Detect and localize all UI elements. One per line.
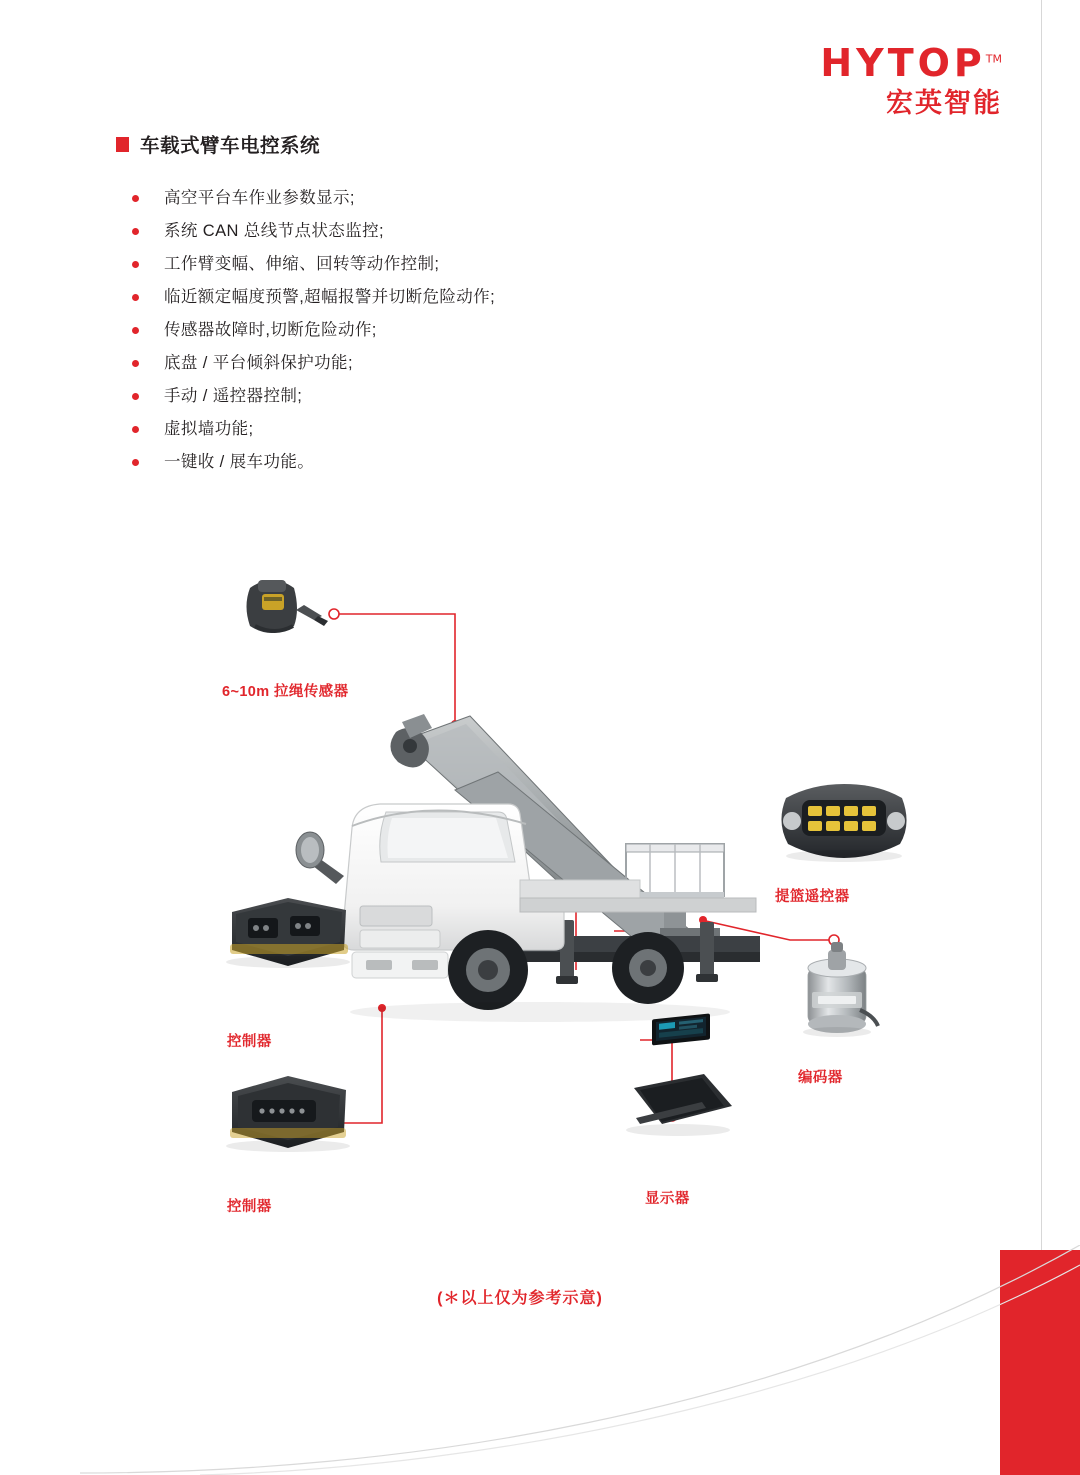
list-item-label: 临近额定幅度预警,超幅报警并切断危险动作; [164, 288, 496, 306]
list-item [132, 319, 892, 352]
brand-logo-latin [820, 41, 1002, 85]
list-item [132, 451, 892, 484]
callout-label-rope-sensor: 6~10m 拉绳传感器 [222, 684, 349, 700]
list-item [132, 418, 892, 451]
rope-sensor-image [247, 580, 329, 633]
encoder-image [803, 942, 878, 1037]
bullet-dot-icon [132, 360, 139, 367]
aerial-platform-truck-image [296, 714, 760, 1022]
callout-label-basket-remote: 提篮遥控器 [775, 889, 850, 905]
product-diagram [0, 540, 1040, 1280]
diagram-illustration [0, 540, 1040, 1280]
bullet-dot-icon [132, 459, 139, 466]
list-item [132, 286, 892, 319]
display-image [626, 1013, 732, 1136]
bullet-dot-icon [132, 294, 139, 301]
callout-label-controller-bottom: 控制器 [227, 1199, 272, 1215]
page-right-rule [1041, 0, 1042, 1318]
list-item [132, 352, 892, 385]
list-item [132, 385, 892, 418]
brand-logo-latin-text: HYTOP [820, 41, 986, 85]
controller-top-image [226, 898, 350, 968]
list-item-label: 系统 CAN 总线节点状态监控; [164, 222, 384, 240]
bullet-dot-icon [132, 327, 139, 334]
bullet-dot-icon [132, 393, 139, 400]
list-item-label: 一键收 / 展车功能。 [164, 453, 315, 471]
list-item [132, 187, 892, 220]
list-item [132, 220, 892, 253]
section-heading-text: 车载式臂车电控系统 [140, 135, 321, 157]
list-item-label: 手动 / 遥控器控制; [164, 387, 303, 405]
list-item-label: 高空平台车作业参数显示; [164, 189, 355, 207]
list-item-label: 工作臂变幅、伸缩、回转等动作控制; [164, 255, 440, 273]
bullet-dot-icon [132, 228, 139, 235]
callout-label-encoder: 编码器 [798, 1070, 843, 1086]
brand-logo-cn: 宏英智能 [886, 88, 1002, 118]
heading-square-icon [116, 137, 129, 152]
controller-bottom-image [226, 1076, 350, 1152]
brand-logo-tm: TM [985, 52, 1002, 66]
red-corner-accent [1000, 1250, 1080, 1475]
bullet-dot-icon [132, 426, 139, 433]
diagram-footnote: (＊以上仅为参考示意) [437, 1290, 603, 1307]
section-heading [116, 130, 320, 158]
bullet-dot-icon [132, 195, 139, 202]
basket-remote-image [781, 784, 906, 862]
brand-logo [820, 41, 1002, 118]
callout-label-controller-top: 控制器 [227, 1034, 272, 1050]
list-item-label: 传感器故障时,切断危险动作; [164, 321, 377, 339]
callout-label-display: 显示器 [645, 1191, 690, 1207]
list-item-label: 虚拟墙功能; [164, 420, 254, 438]
feature-list [132, 187, 892, 484]
list-item-label: 底盘 / 平台倾斜保护功能; [164, 354, 353, 372]
list-item [132, 253, 892, 286]
bullet-dot-icon [132, 261, 139, 268]
